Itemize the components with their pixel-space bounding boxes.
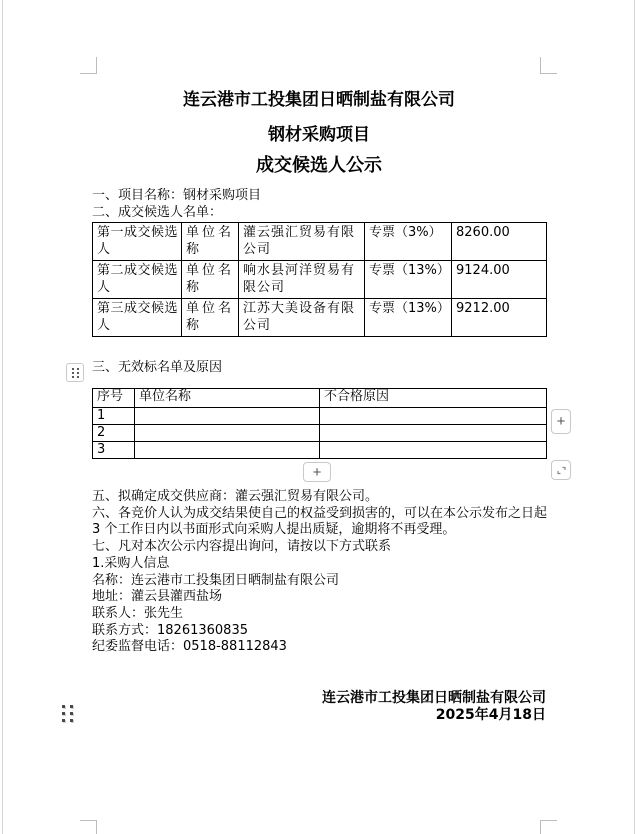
resize-icon: [556, 465, 567, 476]
page-drag-handle[interactable]: [62, 705, 73, 722]
purchaser-supervision: 纪委监督电话：0518-88112843: [92, 639, 287, 655]
section-item2: 二、成交候选人名单：: [92, 205, 223, 220]
title-project: 钢材采购项目: [268, 125, 370, 145]
table-header-row: [93, 389, 547, 408]
cell-reason[interactable]: [320, 425, 547, 442]
drag-dots-icon: [72, 368, 79, 378]
purchaser-phone: 联系方式：18261360835: [92, 622, 248, 638]
title-announcement: 成交候选人公示: [256, 155, 382, 176]
purchaser-address: 地址：灌云县灌西盐场: [92, 589, 223, 605]
cell-reason[interactable]: [320, 408, 547, 425]
section-item3: 三、无效标名单及原因: [92, 360, 223, 375]
candidate-price[interactable]: 9212.00: [452, 299, 547, 337]
drag-dots-icon: [62, 705, 73, 722]
resize-table-button[interactable]: [551, 460, 571, 480]
header-no[interactable]: 序号: [93, 389, 135, 408]
section-item6-line1: 六、各竞价人认为成交结果使自己的权益受到损害的，可以在本公示发布之日起: [92, 505, 548, 521]
candidates-table: [92, 222, 547, 337]
crop-mark-bottom-right: [540, 820, 557, 834]
candidate-company[interactable]: 江苏大美设备有限公司: [239, 299, 365, 337]
table-row: [93, 261, 547, 299]
cell-no[interactable]: 1: [93, 408, 135, 425]
table-row: [93, 442, 547, 459]
crop-mark-top-right: [540, 57, 557, 74]
page-left-edge: [2, 0, 3, 834]
title-company: 连云港市工投集团日晒制盐有限公司: [183, 90, 455, 110]
body-text-block: [92, 489, 554, 656]
candidate-invoice[interactable]: 专票（13%）: [365, 261, 452, 299]
signature-company: 连云港市工投集团日晒制盐有限公司: [322, 690, 546, 706]
candidate-label[interactable]: 单位名称: [182, 299, 239, 337]
crop-mark-bottom-left: [80, 820, 97, 834]
candidate-price[interactable]: 9124.00: [452, 261, 547, 299]
table-row: [93, 408, 547, 425]
crop-mark-top-left: [80, 57, 97, 74]
candidate-rank[interactable]: 第一成交候选人: [93, 223, 182, 261]
invalid-bids-table: [92, 388, 547, 459]
table-row: [93, 223, 547, 261]
candidate-label[interactable]: 单位名称: [182, 223, 239, 261]
candidate-rank[interactable]: 第二成交候选人: [93, 261, 182, 299]
cell-name[interactable]: [135, 408, 320, 425]
candidate-company[interactable]: 灌云强汇贸易有限公司: [239, 223, 365, 261]
candidate-label[interactable]: 单位名称: [182, 261, 239, 299]
table-row: [93, 425, 547, 442]
signature-date: 2025年4月18日: [435, 707, 546, 723]
block-drag-handle[interactable]: [66, 363, 84, 382]
header-reason[interactable]: 不合格原因: [320, 389, 547, 408]
candidate-invoice[interactable]: 专票（13%）: [365, 299, 452, 337]
candidate-rank[interactable]: 第三成交候选人: [93, 299, 182, 337]
candidate-invoice[interactable]: 专票（3%）: [365, 223, 452, 261]
table-row: [93, 299, 547, 337]
purchaser-name: 名称：连云港市工投集团日晒制盐有限公司: [92, 572, 340, 588]
signature-block: [92, 690, 546, 724]
cell-no[interactable]: 3: [93, 442, 135, 459]
section-item6-line2: 3 个工作日内以书面形式向采购人提出质疑，逾期将不再受理。: [92, 522, 456, 538]
purchaser-heading: 1.采购人信息: [92, 555, 170, 571]
cell-name[interactable]: [135, 425, 320, 442]
cell-name[interactable]: [135, 442, 320, 459]
add-column-button[interactable]: +: [551, 409, 571, 434]
section-item7: 七、凡对本次公示内容提出询问，请按以下方式联系: [92, 539, 392, 555]
purchaser-contact: 联系人：张先生: [92, 605, 184, 621]
cell-no[interactable]: 2: [93, 425, 135, 442]
candidate-price[interactable]: 8260.00: [452, 223, 547, 261]
header-name[interactable]: 单位名称: [135, 389, 320, 408]
candidate-company[interactable]: 响水县河洋贸易有限公司: [239, 261, 365, 299]
add-row-button[interactable]: +: [303, 462, 331, 482]
page-right-edge: [634, 0, 635, 834]
section-item5: 五、拟确定成交供应商：灌云强汇贸易有限公司。: [92, 489, 379, 504]
cell-reason[interactable]: [320, 442, 547, 459]
section-item1: 一、项目名称：钢材采购项目: [92, 188, 262, 203]
